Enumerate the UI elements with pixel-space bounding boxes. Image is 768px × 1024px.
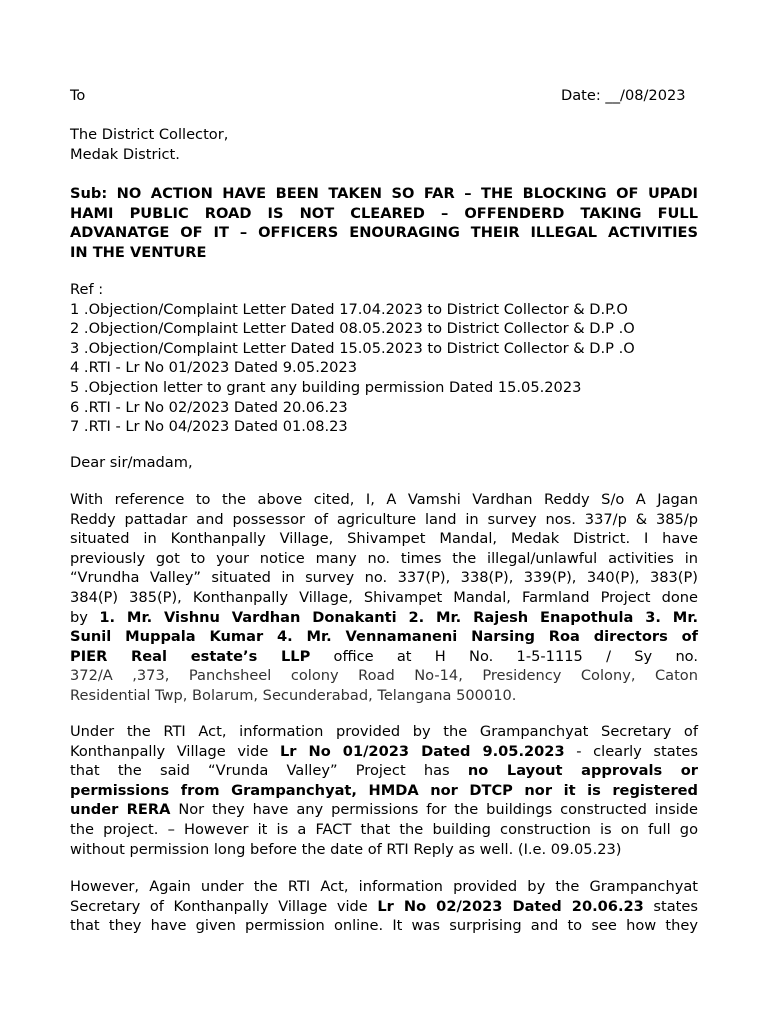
para2-text: - clearly states: [564, 742, 699, 760]
para2-line: [70, 800, 698, 820]
para2-line: without permission long before the date of RTI Reply as well. (I.e. 09.05.23): [70, 840, 622, 858]
para2-text: Konthanpally Village vide: [70, 742, 280, 760]
para3-text: Secretary of Konthanpally Village vide: [70, 897, 378, 915]
paragraph-3: [70, 877, 698, 936]
para3-line: However, Again under the RTI Act, information provided by the Grampanchyat: [70, 878, 698, 895]
para1-line: [70, 608, 698, 628]
ref-item: 3 .Objection/Complaint Letter Dated 15.05.2023 to District Collector & D.P .O: [70, 339, 635, 357]
para3-text: states: [643, 897, 698, 915]
date-line: Date: __/08/2023: [561, 87, 686, 104]
addressee-line-2: Medak District.: [70, 146, 180, 163]
para2-line: Under the RTI Act, information provided by the Grampanchyat Secretary of: [70, 723, 698, 740]
rti-reference: Lr No 01/2023 Dated 9.05.2023: [279, 742, 565, 760]
para1-text: by: [70, 608, 100, 626]
para2-line: permissions from Grampanchyat, HMDA nor DTCP nor it is registered: [70, 781, 698, 799]
para3-line: that they have given permission online. It was surprising and to see how they: [70, 917, 698, 935]
directors-names: 1. Mr. Vishnu Vardhan Donakanti 2. Mr. Rajesh Enapothula 3. Mr.: [99, 608, 698, 626]
para2-line: [70, 761, 698, 781]
para1-line: “Vrundha Valley” situated in survey no. 337(P), 338(P), 339(P), 340(P), 383(P): [70, 569, 698, 587]
ref-item: 7 .RTI - Lr No 04/2023 Dated 01.08.23: [70, 418, 348, 436]
subject-line-4: IN THE VENTURE: [70, 243, 207, 261]
ref-item: 6 .RTI - Lr No 02/2023 Dated 20.06.23: [70, 398, 348, 416]
ref-item: 5 .Objection letter to grant any building permission Dated 15.05.2023: [70, 378, 582, 396]
para1-line: previously got to your notice many no. times the illegal/unlawful activities in: [70, 549, 698, 567]
subject-line-1: Sub: NO ACTION HAVE BEEN TAKEN SO FAR – THE BLOCKING OF UPADI: [70, 185, 698, 202]
ref-item: 4 .RTI - Lr No 01/2023 Dated 9.05.2023: [70, 359, 357, 377]
para1-line: [70, 647, 698, 667]
paragraph-1: [70, 490, 698, 706]
para2-line: the project. – However it is a FACT that the building construction is on full go: [70, 820, 698, 838]
para1-text: office at H No. 1-5-1115 / Sy no.: [310, 647, 698, 665]
para1-line: Residential Twp, Bolarum, Secunderabad, Telangana 500010.: [70, 686, 517, 704]
ref-heading: Ref :: [70, 281, 104, 298]
bold-text: no Layout approvals or: [467, 762, 698, 780]
para2-text: that the said “Vrunda Valley” Project has: [70, 762, 468, 780]
rti-reference: Lr No 02/2023 Dated 20.06.23: [377, 897, 644, 915]
ref-item: 1 .Objection/Complaint Letter Dated 17.04.2023 to District Collector & D.P.O: [70, 300, 628, 318]
salutation: Dear sir/madam,: [70, 454, 193, 471]
para2-line: [70, 742, 698, 762]
para1-line: Sunil Muppala Kumar 4. Mr. Vennamaneni Narsing Roa directors of: [70, 628, 698, 646]
subject-line-3: ADVANATGE OF IT – OFFICERS ENOURAGING THEIR ILLEGAL ACTIVITIES: [70, 224, 698, 242]
para1-line: Reddy pattadar and possessor of agriculture land in survey nos. 337/p & 385/p: [70, 510, 698, 528]
company-name: PIER Real estate’s LLP: [70, 647, 311, 665]
reference-list: [70, 280, 698, 437]
to-label: To: [70, 87, 86, 104]
ref-item: 2 .Objection/Complaint Letter Dated 08.05.2023 to District Collector & D.P .O: [70, 320, 635, 338]
para1-line: situated in Konthanpally Village, Shivampet Mandal, Medak District. I have: [70, 530, 698, 548]
para3-line: [70, 897, 698, 917]
subject-line-2: HAMI PUBLIC ROAD IS NOT CLEARED – OFFENDERD TAKING FULL: [70, 204, 698, 222]
para2-text: Nor they have any permissions for the buildings constructed inside: [170, 801, 698, 819]
para1-line: 372/A ,373, Panchsheel colony Road No-14, Presidency Colony, Caton: [70, 667, 698, 685]
addressee-line-1: The District Collector,: [70, 126, 229, 143]
paragraph-2: [70, 722, 698, 859]
para1-line: With reference to the above cited, I, A Vamshi Vardhan Reddy S/o A Jagan: [70, 491, 698, 508]
para1-line: 384(P) 385(P), Konthanpally Village, Shivampet Mandal, Farmland Project done: [70, 588, 698, 606]
subject: [70, 184, 698, 262]
bold-text: under RERA: [70, 801, 171, 819]
